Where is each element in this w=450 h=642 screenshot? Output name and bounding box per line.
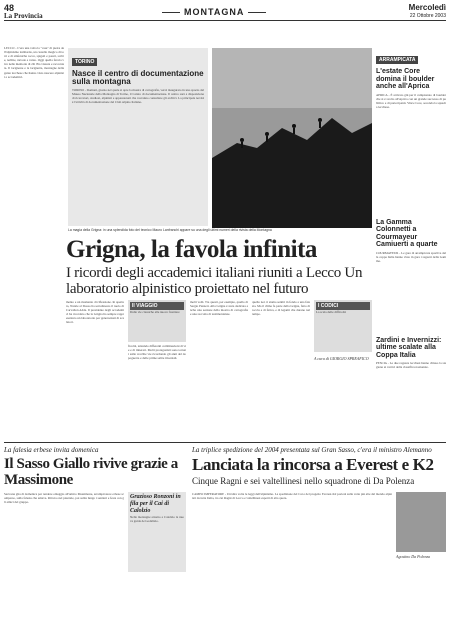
main-subhead: I ricordi degli accademici italiani riuniti a Lecco Un laboratorio alpinistico proiettato nel futuro: [66, 265, 363, 297]
newspaper-name: La Provincia: [4, 12, 43, 20]
date-label: 22 Ottobre 2003: [409, 13, 446, 19]
sidebox-codici-title: I CODICI: [316, 302, 370, 310]
day-label: Mercoledì: [408, 3, 446, 12]
section-divider: [4, 442, 446, 443]
bottom-right-subhead: Cinque Ragni e sei valtellinesi nello squadrone di Da Polenza: [192, 476, 415, 486]
bottom-right-kicker: La triplice spedizione del 2004 presentata sul Gran Sasso, c'era il ministro Alemanno: [192, 446, 432, 454]
sidebox-viaggio-title: Il VIAGGIO: [130, 302, 184, 310]
main-col-3: molti volti. Tra questi, per esempio, quello di Sergio Panzeri. Alla Grigna è stata dedicata anche una sezione della mostra di cartografia e una raccolta di testimonianze.: [190, 300, 248, 317]
right-title-3: Zardini e Invernizzi: ultime scalate alla Coppa Italia: [376, 336, 442, 359]
main-headline: Grigna, la favola infinita: [66, 236, 317, 263]
bottom-right-headline: Lanciata la rincorsa a Everest e K2: [192, 455, 434, 474]
right-text-1: APRICA - È arrivato giù per il campionato di boulder che si è svolto all'Aprica con un grande successo di pubblico e di partecipanti. Vince Core, seconda la squadra lecchese.: [376, 92, 446, 109]
main-col-5-wrap: [314, 300, 372, 436]
bottom-left-kicker: La falesia erbese invita domenica: [4, 446, 99, 454]
right-title-1: L'estate Core domina il boulder anche all'Aprica: [376, 68, 435, 90]
torino-box: [68, 48, 208, 226]
grigio-text: Nelle montagne attorno a Calolzio la nuova guida del sodalizio.: [130, 515, 184, 524]
photo-caption: La magia della Grigna: in una splendida foto del tecnico Mauro Lanfranchi appare su una degli ultimi numeri della rivista della Montagna: [68, 228, 272, 232]
grigio-title: Grazioso Ronzoni in fila per il Cai di Calolzio: [130, 494, 181, 514]
sidebox-viaggio: [128, 300, 186, 342]
page-number: 48: [4, 3, 15, 13]
section-title: MONTAGNA: [184, 7, 245, 17]
mountain-silhouette-image: [212, 48, 372, 228]
grigio-box: [128, 492, 186, 572]
main-col-2-wrap: [128, 300, 186, 436]
arrampicata-tag: ARRAMPICATA: [376, 56, 418, 64]
main-byline: A cura di GIORGIO SPREAFICO: [314, 356, 369, 361]
sidebox-codici: [314, 300, 372, 352]
main-article-body: [66, 300, 374, 440]
right-column: [376, 48, 446, 430]
portrait-caption: Agostino Da Polenza: [396, 554, 430, 559]
bottom-left-headline: Il Sasso Giallo rivive grazie a Massimone: [4, 456, 178, 488]
page-header: [4, 3, 446, 21]
main-col-1: mento e un momento di riflessione. In apertura, Natale al Dosso ha sottolineato il ruolo di Carvallon Adda. Il presidente degli accademici ha ricordato che la Grigna ha sempre rappresentato un laboratorio per generazioni di scalatori.: [66, 300, 124, 325]
main-col-4: quello noi ci siamo sentiti in fondo a una falesia. Ma il clima fa parte della Grigna, fatto di roccia e di fatica, e di legami che durano nel tempo.: [252, 300, 310, 317]
left-column: [4, 46, 64, 428]
sidebox-viaggio-text: Dalle vie classiche alle nuove frontiere: [130, 310, 180, 314]
torino-tag: TORINO: [72, 58, 97, 66]
main-col-2: ficoltà, tentando differenti combinazioni di vie e di itinerari. Molti protagonisti sono tornati sulle vecchie vie ricordando gli anni del dopoguerra e delle prime salite invernali.: [128, 344, 186, 361]
sidebox-codici-text: La scala delle difficoltà: [316, 310, 346, 314]
bottom-left-text: Sarà una gita di domenica per rendere omaggio all'amico Massimone, arrampicatore erbese scomparso, sulla falesia che amava. Ritrovo nel piazzale, poi salita lungo i sentieri e festa con gli amici del gruppo.: [4, 492, 124, 505]
right-text-2: COURMAYEUR - Le gare di arrampicata sportiva della coppa Italia hanno visto in gara i ragazzi della Gamma.: [376, 250, 446, 263]
torino-text: TORINO - Domani, giorno nel quale si apre la mostra di cartografia, verrà inaugurato in uno spazio del Museo Nazionale della Montagna di Torino, il Centro di documentazione. Il centro sarà a disposizione di ricercatori, studiosi, alpinisti e appassionati che vorranno consultare gli archivi. La principale novità è l'attività di documentazione del Club Alpino Italiano.: [72, 88, 204, 105]
bottom-right-text: CAMPO IMPERATORE - Un'altra volta le leggi dell'alpinismo. La spedizione del Cai e del progetto Everest-K2 porterà sulle vette più alte del mondo alpinisti da tutta Italia, tra cui Ragni di Lecco e valtellinesi esperti di alta quota.: [192, 492, 392, 501]
torino-title: Nasce il centro di documentazione sulla montagna: [72, 69, 204, 86]
right-text-3: PESCIA - Le due ragazze lecchesi hanno chiuso la stagione ai vertici della classifica nazionale.: [376, 361, 446, 370]
right-title-2: La Gamma Colonnetti a Courmayeur Camiuerti a quarte: [376, 218, 438, 248]
mountain-photo: [212, 48, 372, 228]
portrait-photo: [396, 492, 446, 552]
left-column-text: LECCO - C'era una volta la "casa" di pietra dell'alpinismo lombardo, un castello magico di torri e di sinfoniche rocce, spigoli e pareti, scritte, nebbie, nuvole e vento. Oggi quella favola vive nelle memorie di chi l'ha vissuta e raccontata. Il Grignone e la Grignetta, montagne della gente lecchese che hanno visto nascere alpinisti e accademici.: [4, 46, 64, 79]
